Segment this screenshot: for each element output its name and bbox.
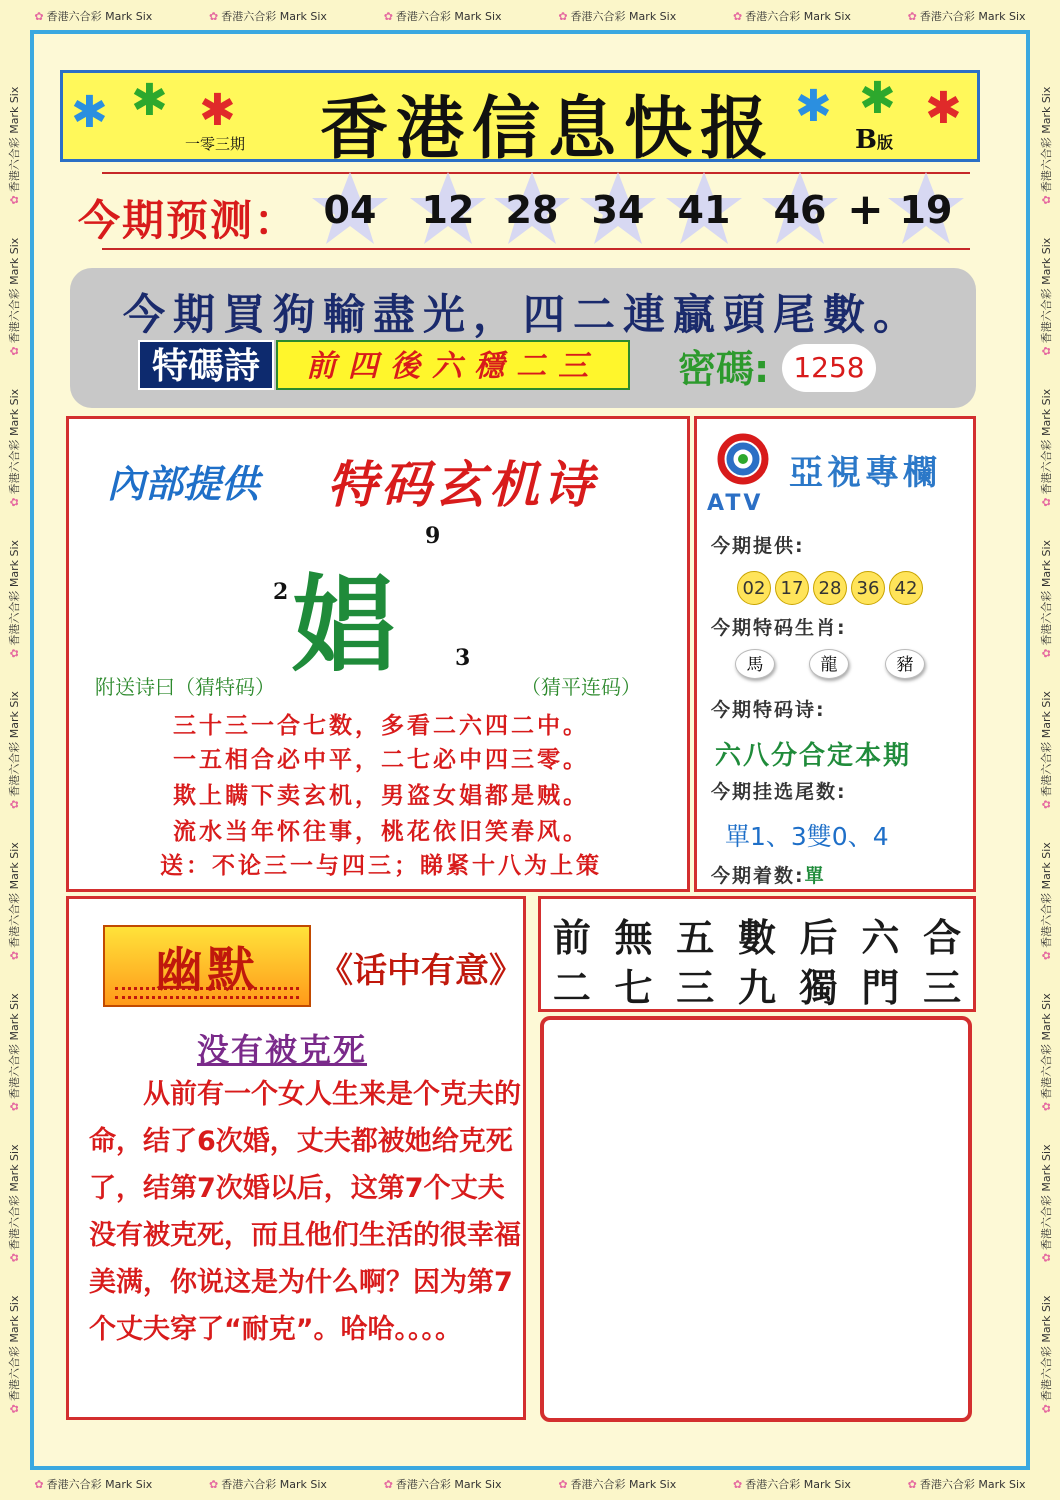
- ball-list: [737, 571, 923, 605]
- border-label: ✿ 香港六合彩 Mark Six: [209, 10, 327, 23]
- riddle-box: [66, 416, 690, 892]
- pick-row: 今期着数:單: [711, 865, 826, 887]
- border-label: ✿香港六合彩 Mark Six: [1040, 993, 1053, 1112]
- provide-label: 今期提供:: [711, 535, 805, 557]
- page-title: 香港信息快报: [319, 89, 776, 169]
- number-ball: 28: [813, 571, 847, 605]
- special-poem: 前四後六穩二三: [276, 340, 630, 390]
- number-ball: 42: [889, 571, 923, 605]
- number-star: [760, 168, 840, 248]
- riddle-sub-right: （猜平连码）: [521, 675, 641, 699]
- border-label: ✿香港六合彩 Mark Six: [1040, 539, 1053, 658]
- atv-column: [694, 416, 976, 892]
- border-label: ✿香港六合彩 Mark Six: [8, 691, 21, 809]
- border-label: ✿香港六合彩 Mark Six: [1040, 691, 1053, 809]
- border-label: ✿ 香港六合彩 Mark Six: [34, 1478, 153, 1491]
- tail-numbers: 單1、3雙0、4: [725, 822, 889, 851]
- prediction-number: 34: [591, 188, 645, 232]
- poem-line: 送：不论三一与四三；睇紧十八为上策: [160, 853, 602, 879]
- issue-number: 一零三期: [185, 135, 246, 153]
- border-strip-bottom: [6, 1474, 1054, 1494]
- joke-title: 没有被克死: [197, 1031, 368, 1069]
- special-number: 19: [899, 188, 953, 232]
- atv-logo-icon: [713, 431, 773, 487]
- column-title: 亞視專欄: [789, 453, 941, 493]
- number-ball: 36: [851, 571, 885, 605]
- slogan-panel: [70, 268, 976, 408]
- border-label: ✿香港六合彩 Mark Six: [8, 1144, 21, 1263]
- border-label: ✿香港六合彩 Mark Six: [8, 842, 21, 961]
- border-label: ✿香港六合彩 Mark Six: [1040, 86, 1053, 205]
- border-label: ✿香港六合彩 Mark Six: [1040, 237, 1053, 356]
- joke-body: 从前有一个女人生来是个克夫的命，结了6次婚，丈夫都被她给克死了，结第7次婚以后，这第7个丈夫没有被克死，而且他们生活的很幸福美满，你说这是为什么啊？因为第7个丈夫穿了“耐克”。哈哈。。。。: [89, 1079, 521, 1345]
- number-star: [408, 168, 488, 248]
- edition-label: B版: [855, 125, 893, 155]
- asterisk-icon: ✱: [859, 73, 896, 124]
- slogan-line: 今期買狗輸盡光，四二連贏頭尾數。: [122, 290, 923, 339]
- poem-line: 一五相合必中平，二七必中四三零。: [173, 747, 589, 773]
- border-label: ✿香港六合彩 Mark Six: [8, 539, 21, 658]
- riddle-character: 娼: [291, 563, 396, 686]
- border-label: ✿ 香港六合彩 Mark Six: [209, 1478, 327, 1491]
- border-strip-top: [6, 6, 1054, 26]
- prediction-label: 今期预测：: [78, 196, 299, 245]
- border-label: ✿ 香港六合彩 Mark Six: [383, 1478, 502, 1491]
- joke-box: [66, 896, 526, 1420]
- couplet-row-2: 二 七 三 九 獨 門 三: [552, 965, 962, 1010]
- prediction-number: 46: [773, 188, 827, 232]
- border-label: ✿香港六合彩 Mark Six: [1040, 842, 1053, 961]
- border-strip-left: [4, 40, 24, 1460]
- border-label: ✿香港六合彩 Mark Six: [1040, 388, 1053, 507]
- couplet-row-1: 前 無 五 數 后 六 合: [552, 915, 962, 960]
- plus-sign: +: [847, 184, 884, 235]
- border-label: ✿香港六合彩 Mark Six: [8, 388, 21, 507]
- border-label: ✿香港六合彩 Mark Six: [8, 1295, 21, 1414]
- divider: [102, 248, 970, 250]
- poem-tag: 特碼詩: [138, 340, 274, 390]
- prediction-number: 12: [421, 188, 475, 232]
- blank-panel: [540, 1016, 972, 1422]
- zodiac-badge: 龍: [809, 649, 849, 679]
- prediction-number: 28: [505, 188, 559, 232]
- border-strip-right: [1036, 40, 1056, 1460]
- border-label: ✿香港六合彩 Mark Six: [8, 993, 21, 1112]
- secret-label: 密碼:: [678, 347, 770, 391]
- poem-line: 欺上瞒下卖玄机，男盗女娼都是贼。: [173, 783, 589, 809]
- border-label: ✿香港六合彩 Mark Six: [8, 86, 21, 205]
- prediction-number: 04: [323, 188, 377, 232]
- asterisk-icon: ✱: [925, 83, 962, 134]
- number-star: [310, 168, 390, 248]
- provider-label: 內部提供: [107, 462, 260, 506]
- asterisk-icon: ✱: [71, 87, 108, 138]
- poem-label: 今期特码诗:: [711, 699, 826, 721]
- riddle-number-left: 2: [273, 579, 289, 605]
- asterisk-icon: ✱: [131, 75, 168, 126]
- atv-logo-text: ATV: [707, 491, 764, 516]
- number-star: [664, 168, 744, 248]
- border-label: ✿ 香港六合彩 Mark Six: [733, 1478, 851, 1491]
- number-star: [886, 168, 966, 248]
- riddle-number-bottom: 3: [455, 645, 471, 671]
- border-label: ✿香港六合彩 Mark Six: [8, 237, 21, 356]
- border-label: ✿ 香港六合彩 Mark Six: [558, 1478, 677, 1491]
- couplet-box: [538, 896, 976, 1012]
- asterisk-icon: ✱: [199, 85, 236, 136]
- special-poem: 六八分合定本期: [715, 741, 912, 771]
- riddle-sub-left: 附送诗曰（猜特码）: [95, 675, 275, 699]
- border-label: ✿香港六合彩 Mark Six: [1040, 1144, 1053, 1263]
- humor-badge: 幽默: [103, 925, 311, 1007]
- border-label: ✿ 香港六合彩 Mark Six: [383, 10, 502, 23]
- poem-line: 三十三一合七数，多看二六四二中。: [173, 713, 589, 739]
- masthead: [60, 70, 980, 169]
- border-label: ✿ 香港六合彩 Mark Six: [733, 10, 851, 23]
- secret-code: 1258: [782, 344, 876, 392]
- border-label: ✿ 香港六合彩 Mark Six: [558, 10, 677, 23]
- prediction-row: [60, 168, 980, 260]
- riddle-number-top: 9: [425, 523, 441, 549]
- number-ball: 17: [775, 571, 809, 605]
- poem-line: 流水当年怀往事，桃花依旧笑春风。: [173, 819, 589, 845]
- number-ball: 02: [737, 571, 771, 605]
- number-star: [492, 168, 572, 248]
- zodiac-label: 今期特码生肖:: [711, 617, 847, 639]
- border-label: ✿ 香港六合彩 Mark Six: [907, 10, 1026, 23]
- border-label: ✿香港六合彩 Mark Six: [1040, 1295, 1053, 1414]
- border-label: ✿ 香港六合彩 Mark Six: [907, 1478, 1026, 1491]
- prediction-number: 41: [677, 188, 731, 232]
- zodiac-badge: 馬: [735, 649, 775, 679]
- joke-subtitle: 《话中有意》: [319, 951, 523, 991]
- number-star: [578, 168, 658, 248]
- asterisk-icon: ✱: [795, 81, 832, 132]
- tail-label: 今期挂选尾数:: [711, 781, 847, 803]
- zodiac-badge: 豬: [885, 649, 925, 679]
- border-label: ✿ 香港六合彩 Mark Six: [34, 10, 153, 23]
- riddle-title: 特码玄机诗: [327, 456, 597, 514]
